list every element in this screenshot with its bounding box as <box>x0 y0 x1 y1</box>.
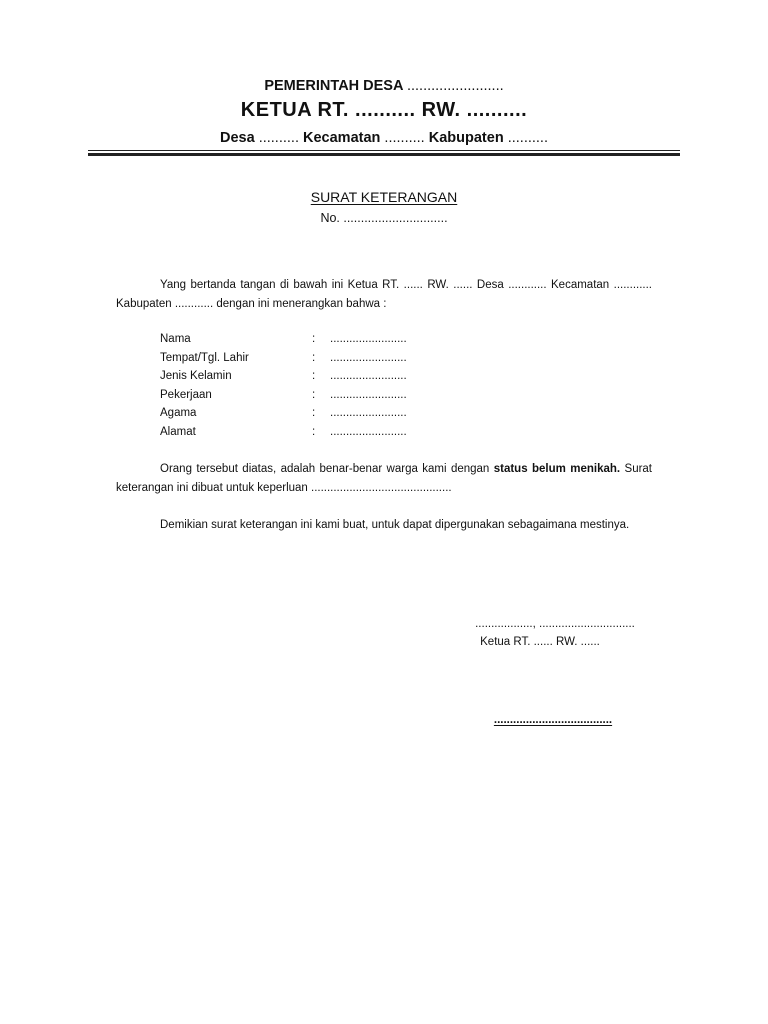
letterhead-address <box>88 130 680 146</box>
field-value-blank: ........................ <box>330 351 407 364</box>
field-colon: : <box>312 351 316 364</box>
statement-text-start: Orang tersebut diatas, adalah benar-benar warga kami dengan <box>160 463 494 475</box>
letterhead-government <box>88 78 680 94</box>
field-label: Jenis Kelamin <box>160 370 232 383</box>
document-title <box>88 189 680 205</box>
signature-position: Ketua RT. ...... RW. ...... <box>480 636 600 648</box>
statement-text-end: Surat keterangan ini dibuat untuk keperluan ............................................ <box>116 463 653 494</box>
identity-fields <box>160 330 407 441</box>
field-value-blank: ........................ <box>330 407 407 420</box>
intro-paragraph <box>116 276 652 314</box>
closing-text: Demikian surat keterangan ini kami buat, untuk dapat dipergunakan sebagaimana mestinya. <box>160 519 630 531</box>
statement-status-bold: status belum menikah. <box>493 463 621 475</box>
letterhead-title: KETUA RT. .......... RW. .......... <box>240 99 528 121</box>
field-row-jenis-kelamin <box>160 367 407 386</box>
closing-paragraph <box>116 516 652 535</box>
signature-name <box>440 714 666 726</box>
field-value-blank: ........................ <box>330 388 407 401</box>
intro-text: Yang bertanda tangan di bawah ini Ketua RT. ...... RW. ...... Desa ............ Kecamatan ............ Kabupaten ............ dengan ini menerangkan bahwa : <box>116 279 652 310</box>
government-label: PEMERINTAH DESA <box>264 78 403 94</box>
signature-place-date: .................., .............................. <box>475 618 635 630</box>
government-name-blank: ........................ <box>406 78 504 94</box>
field-colon: : <box>312 388 316 401</box>
field-value-blank: ........................ <box>330 425 407 438</box>
signature-name-blank: ..................................... <box>493 714 613 726</box>
document-number: No. .............................. <box>320 211 448 225</box>
letterhead-divider-thick <box>88 153 680 156</box>
letterhead-divider-thin <box>88 150 680 151</box>
field-label: Tempat/Tgl. Lahir <box>160 351 249 364</box>
document-title-text: SURAT KETERANGAN <box>310 189 458 205</box>
field-row-alamat <box>160 423 407 442</box>
address-kecamatan-blank: .......... <box>384 130 425 146</box>
field-row-agama <box>160 404 407 423</box>
address-kecamatan-label: Kecamatan <box>303 130 381 146</box>
field-value-blank: ........................ <box>330 333 407 346</box>
statement-paragraph <box>116 460 652 498</box>
field-row-tempat-tgl-lahir <box>160 349 407 368</box>
address-kabupaten-label: Kabupaten <box>428 130 504 146</box>
field-label: Alamat <box>160 425 196 438</box>
field-value-blank: ........................ <box>330 370 407 383</box>
field-colon: : <box>312 333 316 346</box>
address-desa-label: Desa <box>219 130 255 146</box>
field-colon: : <box>312 407 316 420</box>
field-label: Agama <box>160 407 197 420</box>
address-kabupaten-blank: .......... <box>507 130 548 146</box>
field-colon: : <box>312 425 316 438</box>
address-desa-blank: .......... <box>258 130 299 146</box>
field-row-nama <box>160 330 407 349</box>
field-label: Pekerjaan <box>160 388 212 401</box>
field-colon: : <box>312 370 316 383</box>
field-label: Nama <box>160 333 191 346</box>
field-row-pekerjaan <box>160 386 407 405</box>
